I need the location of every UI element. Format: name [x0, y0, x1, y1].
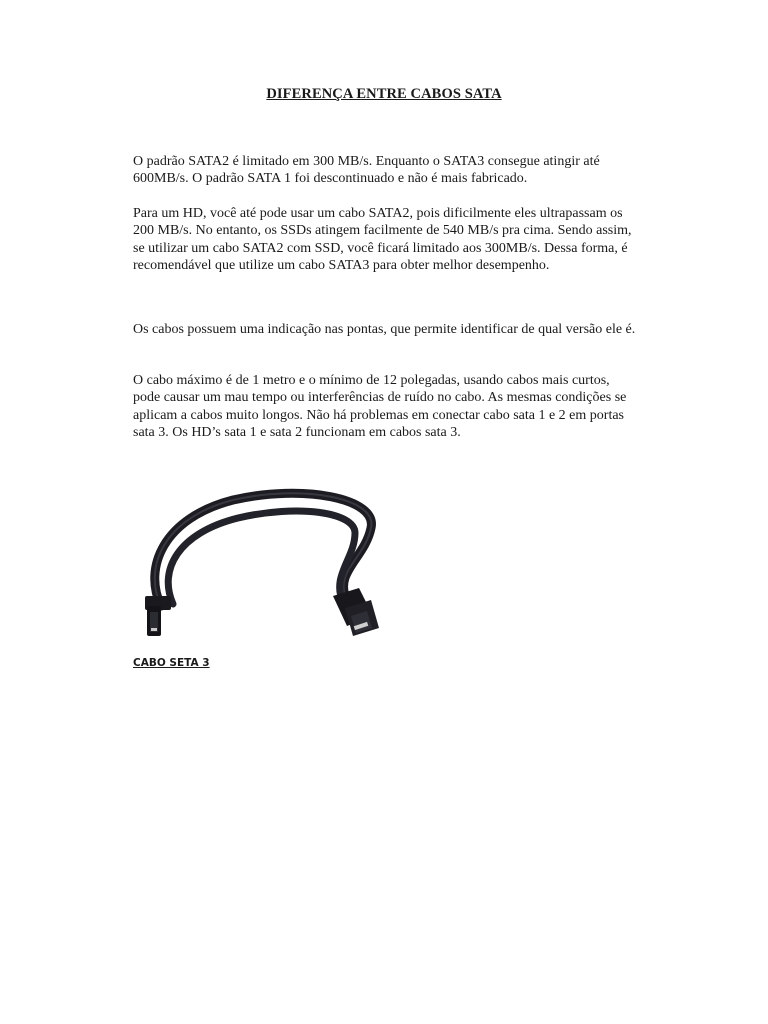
document-title: DIFERENÇA ENTRE CABOS SATA [266, 86, 502, 102]
straight-connector [145, 596, 171, 636]
paragraph-hd-ssd: Para um HD, você até pode usar um cabo SATA2, pois dificilmente eles ultrapassam os 200 MB/s. No entanto, os SSDs atingem facilmente de 540 MB/s pra cima. Sendo assim, se utilizar um cabo SATA2 com SSD, você ficará limitado aos 300MB/s. Dessa forma, é recomendável que utilize um cabo SATA3 para obter melhor desempenho. [133, 206, 632, 273]
paragraph-cable-length: O cabo máximo é de 1 metro e o mínimo de 12 polegadas, usando cabos mais curtos, pode causar um mau tempo ou interferências de ruído no cabo. As mesmas condições se aplicam a cabos muito longos. Não há problemas em conectar cabo sata 1 e 2 em portas sata 3. Os HD’s sata 1 e sata 2 funcionam em cabos sata 3. [133, 373, 627, 440]
sata-cable-image [133, 478, 395, 648]
paragraph-cable-indication: Os cabos possuem uma indicação nas pontas, que permite identificar de qual versão ele é. [133, 322, 636, 337]
paragraph-sata-speeds: O padrão SATA2 é limitado em 300 MB/s. Enquanto o SATA3 consegue atingir até 600MB/s. O padrão SATA 1 foi descontinuado e não é mais fabricado. [133, 154, 600, 187]
angled-connector [333, 588, 379, 636]
image-caption: CABO SETA 3 [133, 657, 210, 669]
